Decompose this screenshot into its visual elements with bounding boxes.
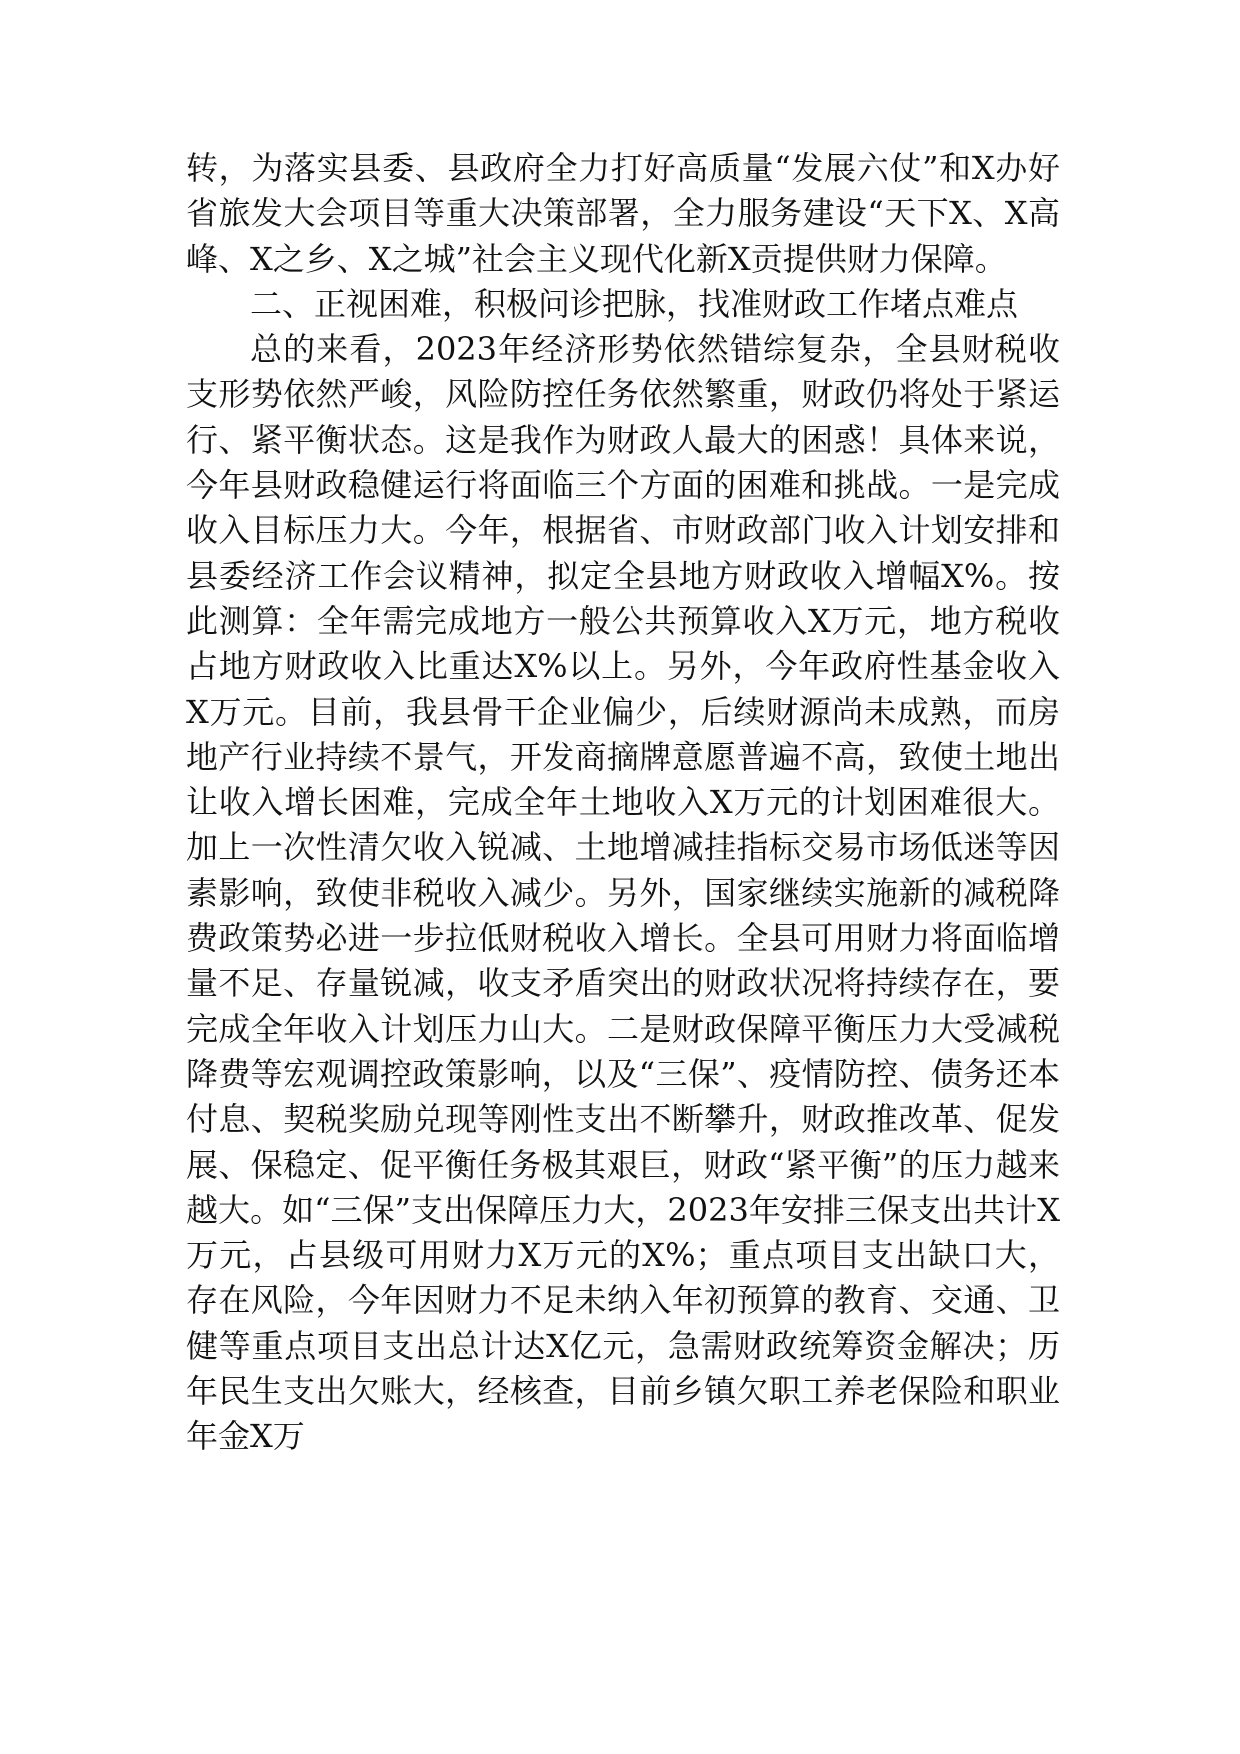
paragraph-continuation: 转，为落实县委、县政府全力打好高质量“发展六仗”和X办好省旅发大会项目等重大决策部署，全力服务建设“天下X、X高峰、X之乡、X之城”社会主义现代化新X贡提供财力保障。	[186, 149, 1060, 278]
paragraph-body: 总的来看，2023年经济形势依然错综复杂，全县财税收支形势依然严峻，风险防控任务依然繁重，财政仍将处于紧运行、紧平衡状态。这是我作为财政人最大的困惑！具体来说，今年县财政稳健运行将面临三个方面的困难和挑战。一是完成收入目标压力大。今年，根据省、市财政部门收入计划安排和县委经济工作会议精神，拟定全县地方财政收入增幅X%。按此测算：全年需完成地方一般公共预算收入X万元，地方税收占地方财政收入比重达X%以上。另外，今年政府性基金收入X万元。目前，我县骨干企业偏少，后续财源尚未成熟，而房地产行业持续不景气，开发商摘牌意愿普遍不高，致使土地出让收入增长困难，完成全年土地收入X万元的计划困难很大。加上一次性清欠收入锐减、土地增减挂指标交易市场低迷等因素影响，致使非税收入减少。另外，国家继续实施新的减税降费政策势必进一步拉低财税收入增长。全县可用财力将面临增量不足、存量锐减，收支矛盾突出的财政状况将持续存在，要完成全年收入计划压力山大。二是财政保障平衡压力大受减税降费等宏观调控政策影响，以及“三保”、疫情防控、债务还本付息、契税奖励兑现等刚性支出不断攀升，财政推改革、促发展、保稳定、促平衡任务极其艰巨，财政“紧平衡”的压力越来越大。如“三保”支出保障压力大，2023年安排三保支出共计X万元，占县级可用财力X万元的X%；重点项目支出缺口大，存在风险，今年因财力不足未纳入年初预算的教育、交通、卫健等重点项目支出总计达X亿元，急需财政统筹资金解决；历年民生支出欠账大，经核查，目前乡镇欠职工养老保险和职业年金X万	[186, 330, 1060, 1456]
section-heading: 二、正视困难，积极问诊把脉，找准财政工作堵点难点	[250, 284, 1019, 323]
document-body	[186, 146, 1060, 1460]
